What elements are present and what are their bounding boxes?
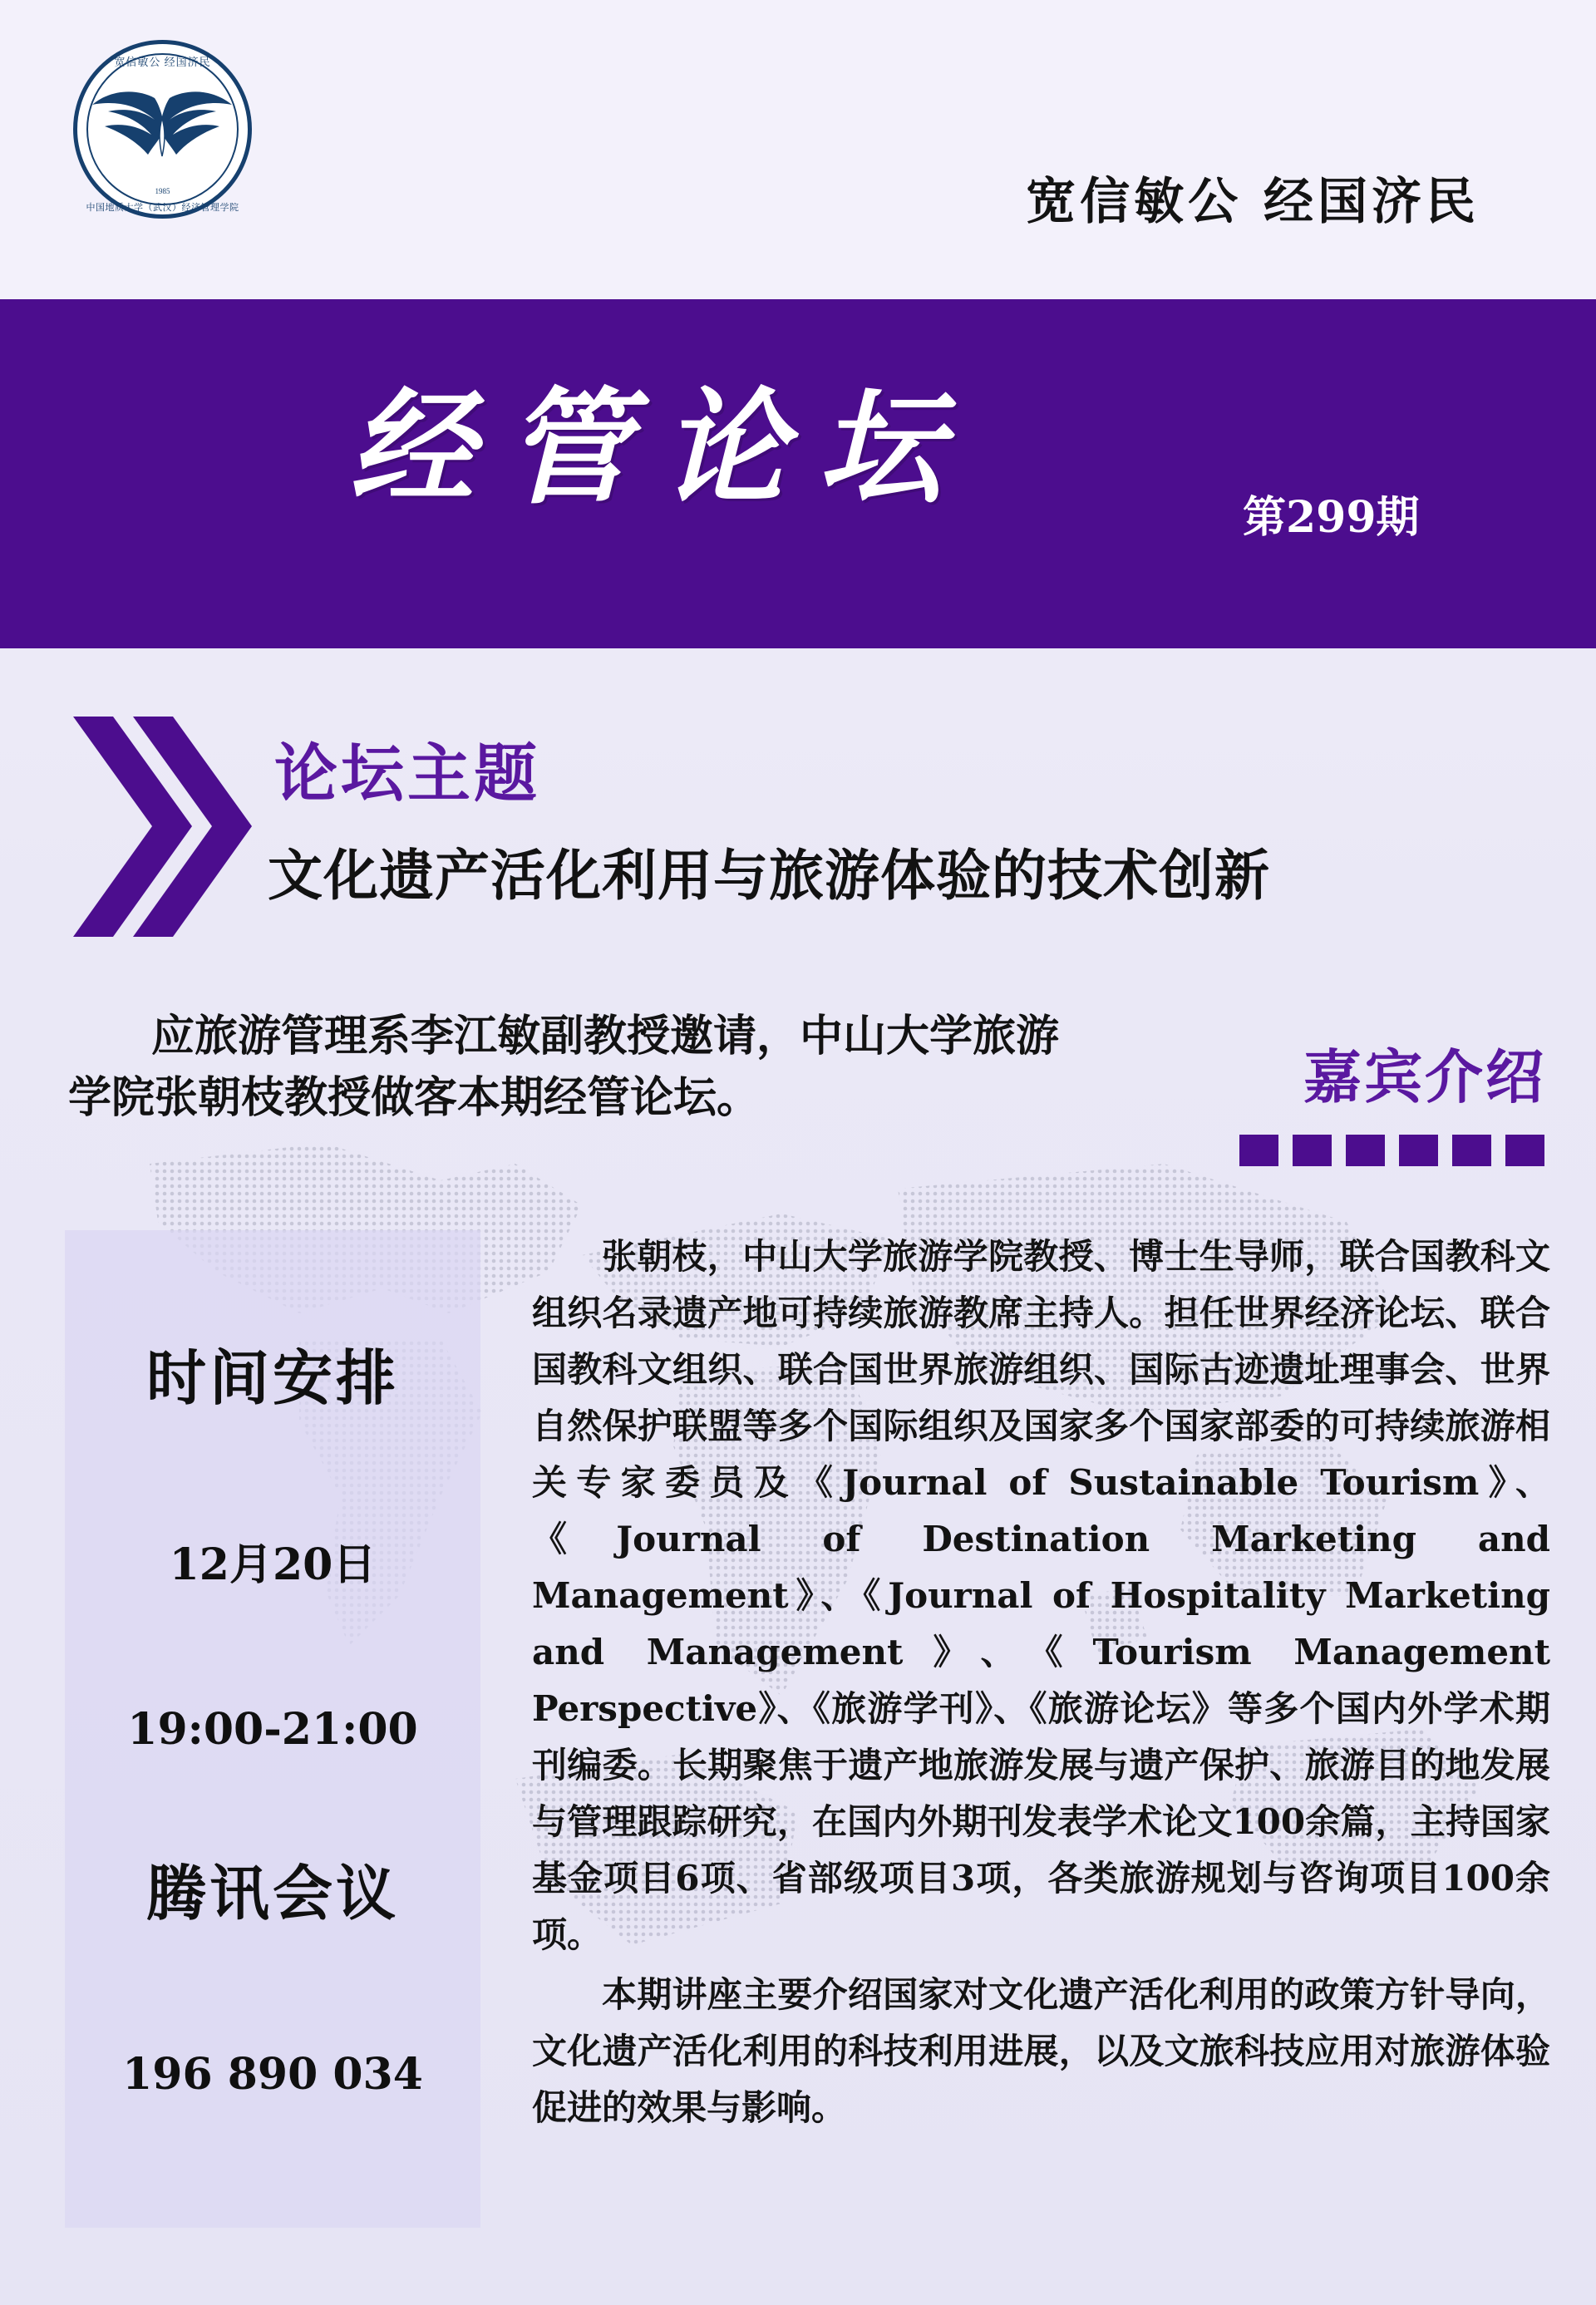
guest-section-title: 嘉宾介绍 — [1303, 1042, 1546, 1111]
schedule-date: 12月20日 — [169, 1539, 377, 1590]
guest-bio-paragraph-2: 本期讲座主要介绍国家对文化遗产活化利用的政策方针导向，文化遗产活化利用的科技利用进展，以及文旅科技应用对旅游体验促进的效果与影响。 — [532, 1974, 1550, 2129]
issue-number: 第299期 — [1243, 492, 1420, 543]
eagle-icon — [90, 85, 235, 172]
poster-header — [0, 0, 1596, 299]
schedule-heading-platform: 腾讯会议 — [145, 1858, 399, 1928]
university-logo — [65, 32, 277, 244]
logo-university-name: 中国地质大学（武汉）经济管理学院 — [86, 203, 239, 213]
logo-motto-text: 宽信敏公 经国济民 — [114, 56, 211, 68]
chevron-right-icon — [73, 717, 252, 937]
header-motto: 宽信敏公 经国济民 — [1026, 173, 1480, 231]
schedule-heading-time: 时间安排 — [145, 1342, 399, 1413]
guest-bio — [532, 1229, 1550, 2137]
logo-year: 1985 — [155, 187, 170, 195]
schedule-time: 19:00-21:00 — [127, 1704, 418, 1755]
title-banner — [0, 299, 1596, 648]
schedule-panel — [65, 1230, 480, 2228]
guest-bio-paragraph-1: 张朝枝，中山大学旅游学院教授、博士生导师，联合国教科文组织名录遗产地可持续旅游教席主持人。担任世界经济论坛、联合国教科文组织、联合国世界旅游组织、国际古迹遗址理事会、世界自然保护联盟等多个国际组织及国家多个国家部委的可持续旅游相关专家委员及《Journal of Sustainable Tourism》、《Journal of Destination Marketing and Management》、《Journal of Hospitality Marketing and Management》、《Tourism Management Perspective》、《旅游学刊》、《旅游论坛》等多个国内外学术期刊编委。长期聚焦于遗产地旅游发展与遗产保护、旅游目的地发展与管理跟踪研究，在国内外期刊发表学术论文100余篇，主持国家基金项目6项、省部级项目3项，各类旅游规划与咨询项目100余项。 — [532, 1236, 1550, 1956]
topic-text: 文化遗产活化利用与旅游体验的技术创新 — [268, 843, 1270, 908]
forum-title: 经管论坛 — [349, 375, 975, 521]
meeting-id: 196 890 034 — [122, 2049, 423, 2100]
topic-label: 论坛主题 — [274, 736, 540, 810]
guest-title-underline — [1239, 1135, 1544, 1166]
intro-paragraph: 应旅游管理系李江敏副教授邀请，中山大学旅游学院张朝枝教授做客本期经管论坛。 — [68, 1011, 1060, 1123]
